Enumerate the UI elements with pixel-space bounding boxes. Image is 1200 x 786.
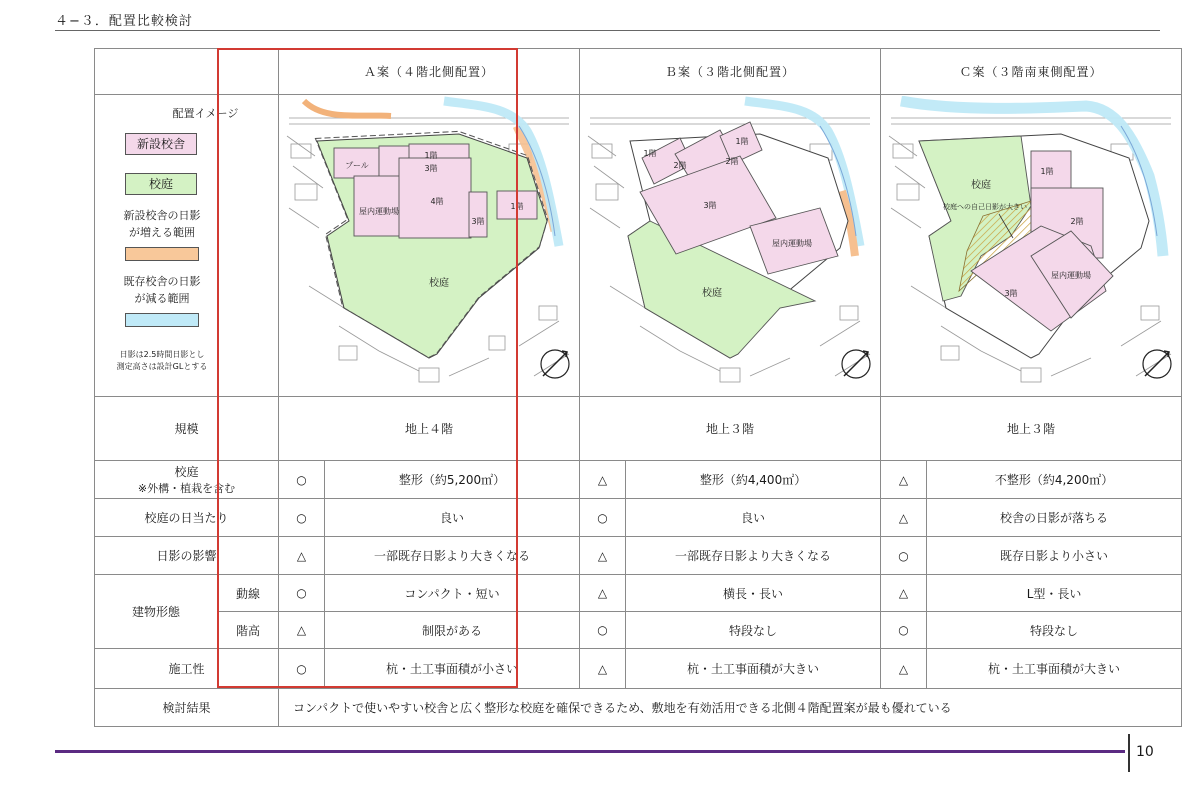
plan-c-floor-height-rating: ○: [881, 612, 927, 649]
pool-label: プール: [345, 160, 369, 170]
header-corner: [95, 49, 279, 95]
plan-c-floor-height-text: 特段なし: [927, 612, 1182, 649]
north-arrow-icon: [842, 350, 870, 378]
sunlight-row: [95, 499, 1182, 537]
page-number: 10: [1136, 744, 1154, 760]
plan-c-circulation-text: L型・長い: [927, 575, 1182, 612]
legend-title: 配置イメージ: [172, 107, 239, 120]
c-schoolyard-label: 校庭: [971, 179, 992, 191]
plan-c-shadow-rating: ○: [881, 537, 927, 575]
column-header-row: [95, 49, 1182, 95]
schoolyard-label: 校庭: [429, 277, 449, 289]
floor-height-row: [95, 612, 1182, 649]
plan-a-construction-text: 杭・土工事面積が小さい: [325, 649, 580, 689]
plan-c-site-plan: [881, 96, 1181, 396]
plan-b-layout-image: [580, 95, 881, 397]
plan-a-construction-rating: ○: [279, 649, 325, 689]
plan-b-circulation-rating: △: [580, 575, 626, 612]
schoolyard-row-label: [95, 461, 279, 499]
floor-3-wing-label: 3階: [471, 216, 485, 226]
plan-c-construction-text: 杭・土工事面積が大きい: [927, 649, 1182, 689]
result-label: 検討結果: [95, 689, 279, 727]
construction-row: [95, 649, 1182, 689]
c-floor-3-label: 3階: [1004, 288, 1018, 298]
b-floor-3-label: 3階: [703, 200, 717, 210]
plan-a-schoolyard-text: 整形（約5,200㎡）: [325, 461, 580, 499]
shadow-increase-swatch: [125, 247, 199, 261]
shadow-decrease-label: 既存校舎の日影 が減る範囲: [123, 275, 201, 305]
scale-row: [95, 397, 1182, 461]
shadow-note: 日影は2.5時間日影とし 測定高さは設計GLとする: [116, 350, 208, 371]
legend: [95, 95, 279, 397]
plan-c-sunlight-text: 校舎の日影が落ちる: [927, 499, 1182, 537]
c-gym-label: 屋内運動場: [1051, 270, 1092, 280]
b-gym-label: 屋内運動場: [772, 238, 813, 248]
c-floor-2-label: 2階: [1070, 216, 1084, 226]
plan-b-title: Ｂ案（３階北側配置）: [580, 49, 881, 95]
sunlight-label: 校庭の日当たり: [95, 499, 279, 537]
plan-b-shadow-text: 一部既存日影より大きくなる: [626, 537, 881, 575]
circulation-row: [95, 575, 1182, 612]
footer-divider: [1128, 734, 1130, 772]
building-form-label: 建物形態: [95, 575, 218, 649]
plan-b-schoolyard-text: 整形（約4,400㎡）: [626, 461, 881, 499]
schoolyard-label-line1: 校庭: [174, 465, 199, 479]
construction-label: 施工性: [95, 649, 279, 689]
result-row: [95, 689, 1182, 727]
plan-b-circulation-text: 横長・長い: [626, 575, 881, 612]
gym-label: 屋内運動場: [359, 206, 399, 216]
circulation-label: 動線: [218, 575, 279, 612]
shadow-increase-label: 新設校舎の日影 が増える範囲: [123, 209, 201, 239]
plan-b-schoolyard-rating: △: [580, 461, 626, 499]
plan-b-floor-height-text: 特段なし: [626, 612, 881, 649]
b-floor-1b-label: 1階: [735, 136, 749, 146]
comparison-table: [94, 48, 1182, 727]
new-building-swatch: 新設校舎: [125, 133, 197, 155]
floor-1-wing-label: 1階: [510, 201, 524, 211]
section-heading: ４−３．配置比較検討: [55, 14, 193, 29]
plan-a-layout-image: [279, 95, 580, 397]
plan-a-schoolyard-rating: ○: [279, 461, 325, 499]
schoolyard-label-line2: ※外構・植栽を含む: [137, 482, 236, 495]
plan-c-schoolyard-rating: △: [881, 461, 927, 499]
plan-a-floor-height-rating: △: [279, 612, 325, 649]
plan-a-shadow-increase: [304, 101, 391, 116]
plan-b-sunlight-rating: ○: [580, 499, 626, 537]
plan-b-shadow-rating: △: [580, 537, 626, 575]
header-rule: [55, 30, 1160, 31]
schoolyard-row: [95, 461, 1182, 499]
shadow-impact-label: 日影の影響: [95, 537, 279, 575]
plan-b-scale: 地上３階: [580, 397, 881, 461]
plan-a-scale: 地上４階: [279, 397, 580, 461]
plan-c-title: Ｃ案（３階南東側配置）: [881, 49, 1182, 95]
footer-rule: [55, 750, 1125, 753]
plan-b-floor-height-rating: ○: [580, 612, 626, 649]
plan-c-scale: 地上３階: [881, 397, 1182, 461]
b-floor-1-label: 1階: [643, 148, 657, 158]
plan-c-sunlight-rating: △: [881, 499, 927, 537]
north-arrow-icon: [541, 350, 569, 378]
b-floor-2b-label: 2階: [725, 156, 739, 166]
c-self-shadow-note: 校庭への自己日影が大きい: [943, 202, 1028, 211]
plan-a-title: Ａ案（４階北側配置）: [279, 49, 580, 95]
plan-b-construction-rating: △: [580, 649, 626, 689]
plan-a-shadow-rating: △: [279, 537, 325, 575]
plan-c-construction-rating: △: [881, 649, 927, 689]
layout-image-row: [95, 95, 1182, 397]
north-arrow-icon: [1143, 350, 1171, 378]
plan-a-site-plan: [279, 96, 579, 396]
plan-c-schoolyard-text: 不整形（約4,200㎡）: [927, 461, 1182, 499]
plan-c-circulation-rating: △: [881, 575, 927, 612]
plan-b-site-plan: [580, 96, 880, 396]
plan-c-layout-image: [881, 95, 1182, 397]
plan-b-construction-text: 杭・土工事面積が大きい: [626, 649, 881, 689]
plan-a-sunlight-rating: ○: [279, 499, 325, 537]
shadow-decrease-swatch: [125, 313, 199, 327]
plan-b-sunlight-text: 良い: [626, 499, 881, 537]
plan-a-floor-height-text: 制限がある: [325, 612, 580, 649]
c-floor-1-label: 1階: [1040, 166, 1054, 176]
floor-1-label: 1階: [424, 150, 438, 160]
plan-a-circulation-text: コンパクト・短い: [325, 575, 580, 612]
scale-label: 規模: [95, 397, 279, 461]
result-text: コンパクトで使いやすい校舎と広く整形な校庭を確保できるため、敷地を有効活用できる北側４階配置案が最も優れている: [279, 689, 1182, 727]
floor-3-label: 3階: [424, 163, 438, 173]
shadow-impact-row: [95, 537, 1182, 575]
b-schoolyard-label: 校庭: [702, 287, 723, 299]
plan-a-shadow-text: 一部既存日影より大きくなる: [325, 537, 580, 575]
b-floor-2-label: 2階: [673, 160, 687, 170]
floor-4-label: 4階: [430, 196, 444, 206]
plan-a-circulation-rating: ○: [279, 575, 325, 612]
floor-height-label: 階高: [218, 612, 279, 649]
plan-a-sunlight-text: 良い: [325, 499, 580, 537]
schoolyard-swatch: 校庭: [125, 173, 197, 195]
plan-c-shadow-text: 既存日影より小さい: [927, 537, 1182, 575]
